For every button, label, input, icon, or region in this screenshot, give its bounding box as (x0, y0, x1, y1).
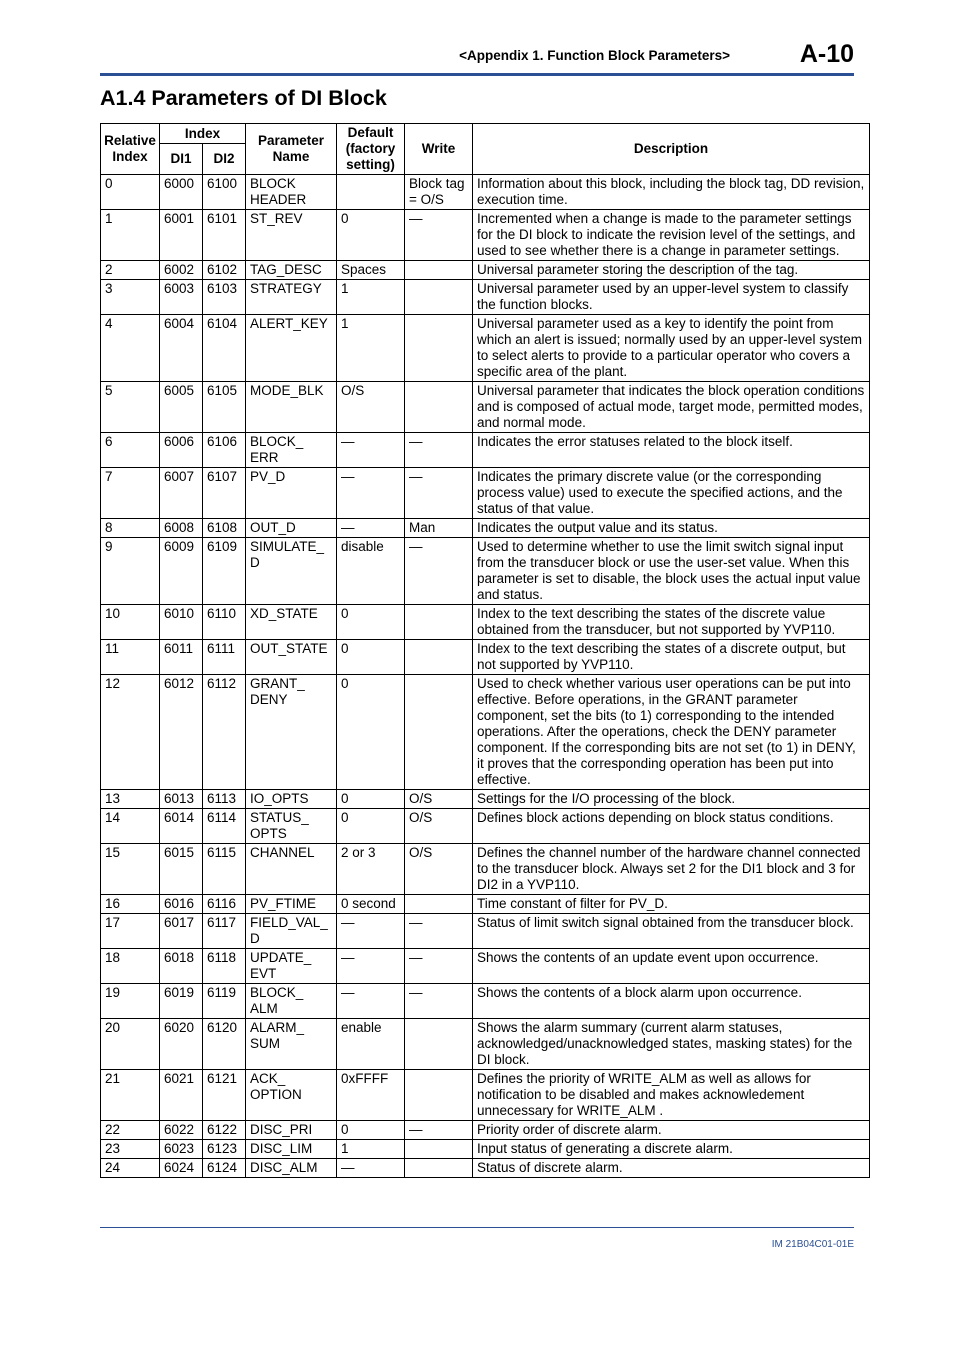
description-cell: Settings for the I/O processing of the block. (473, 790, 870, 809)
parameters-table (100, 123, 870, 1178)
default-value-cell: Spaces (337, 261, 405, 280)
table-row (101, 538, 870, 605)
relative-index-cell: 21 (101, 1070, 160, 1121)
default-value-cell: 0 (337, 809, 405, 844)
di2-index-cell: 6123 (203, 1140, 246, 1159)
di1-index-cell: 6009 (160, 538, 203, 605)
default-value-cell: 1 (337, 315, 405, 382)
di1-index-cell: 6006 (160, 433, 203, 468)
parameter-name-cell: BLOCK HEADER (246, 175, 337, 210)
di2-index-cell: 6109 (203, 538, 246, 605)
write-mode-cell (405, 261, 473, 280)
header-rule (100, 73, 854, 76)
di1-index-cell: 6022 (160, 1121, 203, 1140)
table-row (101, 895, 870, 914)
table-row (101, 433, 870, 468)
description-cell: Used to determine whether to use the limit switch signal input from the transducer block or use the user-set value. When this parameter is set to disable, the block uses the actual input value and status. (473, 538, 870, 605)
relative-index-cell: 15 (101, 844, 160, 895)
description-cell: Indicates the output value and its status. (473, 519, 870, 538)
relative-index-cell: 3 (101, 280, 160, 315)
table-row (101, 809, 870, 844)
description-cell: Universal parameter storing the description of the tag. (473, 261, 870, 280)
di1-index-cell: 6002 (160, 261, 203, 280)
relative-index-cell: 12 (101, 675, 160, 790)
description-cell: Incremented when a change is made to the parameter settings for the DI block to indicate the revision level of the settings, and used to see whether there is a change in parameter settings. (473, 210, 870, 261)
di2-index-cell: 6114 (203, 809, 246, 844)
di1-index-cell: 6015 (160, 844, 203, 895)
default-value-cell: enable (337, 1019, 405, 1070)
di2-index-cell: 6113 (203, 790, 246, 809)
default-value-cell: 0 (337, 605, 405, 640)
di1-index-cell: 6021 (160, 1070, 203, 1121)
description-cell: Index to the text describing the states of a discrete output, but not supported by YVP110. (473, 640, 870, 675)
description-cell: Shows the contents of a block alarm upon occurrence. (473, 984, 870, 1019)
parameter-name-cell: ALERT_KEY (246, 315, 337, 382)
di2-index-cell: 6111 (203, 640, 246, 675)
write-mode-cell: — (405, 210, 473, 261)
relative-index-cell: 5 (101, 382, 160, 433)
description-cell: Status of discrete alarm. (473, 1159, 870, 1178)
relative-index-cell: 20 (101, 1019, 160, 1070)
di2-index-cell: 6120 (203, 1019, 246, 1070)
relative-index-cell: 16 (101, 895, 160, 914)
relative-index-cell: 14 (101, 809, 160, 844)
di1-index-cell: 6023 (160, 1140, 203, 1159)
write-mode-cell (405, 895, 473, 914)
table-row (101, 675, 870, 790)
header-parameter-name: Parameter Name (246, 124, 337, 175)
relative-index-cell: 4 (101, 315, 160, 382)
write-mode-cell: O/S (405, 844, 473, 895)
relative-index-cell: 11 (101, 640, 160, 675)
write-mode-cell: — (405, 949, 473, 984)
write-mode-cell (405, 315, 473, 382)
table-row (101, 984, 870, 1019)
di1-index-cell: 6019 (160, 984, 203, 1019)
description-cell: Status of limit switch signal obtained from the transducer block. (473, 914, 870, 949)
default-value-cell: O/S (337, 382, 405, 433)
di1-index-cell: 6024 (160, 1159, 203, 1178)
default-value-cell: — (337, 949, 405, 984)
table-row (101, 1140, 870, 1159)
header-di1: DI1 (160, 144, 203, 175)
default-value-cell: — (337, 519, 405, 538)
table-row (101, 175, 870, 210)
document-id: IM 21B04C01-01E (771, 1239, 854, 1250)
relative-index-cell: 2 (101, 261, 160, 280)
table-row (101, 210, 870, 261)
parameter-name-cell: ALARM_ SUM (246, 1019, 337, 1070)
di2-index-cell: 6118 (203, 949, 246, 984)
write-mode-cell: — (405, 538, 473, 605)
relative-index-cell: 22 (101, 1121, 160, 1140)
di2-index-cell: 6107 (203, 468, 246, 519)
header-description: Description (473, 124, 870, 175)
table-row (101, 261, 870, 280)
default-value-cell: 2 or 3 (337, 844, 405, 895)
description-cell: Shows the alarm summary (current alarm statuses, acknowledged/unacknowledged states, masking states) for the DI block. (473, 1019, 870, 1070)
di1-index-cell: 6014 (160, 809, 203, 844)
footer-rule (100, 1227, 854, 1228)
table-row (101, 468, 870, 519)
header-relative-index: Relative Index (101, 124, 160, 175)
parameter-name-cell: STRATEGY (246, 280, 337, 315)
write-mode-cell: Man (405, 519, 473, 538)
parameter-name-cell: DISC_PRI (246, 1121, 337, 1140)
di2-index-cell: 6121 (203, 1070, 246, 1121)
relative-index-cell: 24 (101, 1159, 160, 1178)
default-value-cell: — (337, 984, 405, 1019)
relative-index-cell: 8 (101, 519, 160, 538)
relative-index-cell: 19 (101, 984, 160, 1019)
description-cell: Universal parameter used by an upper-level system to classify the function blocks. (473, 280, 870, 315)
default-value-cell: 0 (337, 210, 405, 261)
section-title: A1.4 Parameters of DI Block (100, 86, 387, 110)
di1-index-cell: 6004 (160, 315, 203, 382)
default-value-cell: 0xFFFF (337, 1070, 405, 1121)
parameter-name-cell: DISC_ALM (246, 1159, 337, 1178)
table-row (101, 949, 870, 984)
relative-index-cell: 6 (101, 433, 160, 468)
description-cell: Information about this block, including the block tag, DD revision, execution time. (473, 175, 870, 210)
default-value-cell: 1 (337, 280, 405, 315)
description-cell: Used to check whether various user operations can be put into effective. Before operations, in the GRANT parameter component, set the bits (to 1) corresponding to the intended operations. After the operations, check the DENY parameter component. If the corresponding bits are not set (to 1) in DENY, it proves that the corresponding operation has been put into effective. (473, 675, 870, 790)
relative-index-cell: 10 (101, 605, 160, 640)
table-row (101, 315, 870, 382)
relative-index-cell: 23 (101, 1140, 160, 1159)
di2-index-cell: 6117 (203, 914, 246, 949)
description-cell: Indicates the primary discrete value (or the corresponding process value) used to execute the specified actions, and the status of that value. (473, 468, 870, 519)
table-row (101, 844, 870, 895)
parameter-name-cell: MODE_BLK (246, 382, 337, 433)
di1-index-cell: 6017 (160, 914, 203, 949)
di1-index-cell: 6013 (160, 790, 203, 809)
table-row (101, 519, 870, 538)
parameter-name-cell: BLOCK_ ERR (246, 433, 337, 468)
header-di2: DI2 (203, 144, 246, 175)
di1-index-cell: 6001 (160, 210, 203, 261)
description-cell: Time constant of filter for PV_D. (473, 895, 870, 914)
table-row (101, 1121, 870, 1140)
parameter-name-cell: FIELD_VAL_ D (246, 914, 337, 949)
write-mode-cell (405, 280, 473, 315)
di1-index-cell: 6007 (160, 468, 203, 519)
description-cell: Defines block actions depending on block status conditions. (473, 809, 870, 844)
table-row (101, 914, 870, 949)
di2-index-cell: 6106 (203, 433, 246, 468)
di2-index-cell: 6101 (203, 210, 246, 261)
table-row (101, 1019, 870, 1070)
di2-index-cell: 6115 (203, 844, 246, 895)
di2-index-cell: 6105 (203, 382, 246, 433)
parameter-name-cell: DISC_LIM (246, 1140, 337, 1159)
di2-index-cell: 6116 (203, 895, 246, 914)
write-mode-cell (405, 1019, 473, 1070)
parameter-name-cell: XD_STATE (246, 605, 337, 640)
relative-index-cell: 9 (101, 538, 160, 605)
write-mode-cell: O/S (405, 809, 473, 844)
default-value-cell: — (337, 1159, 405, 1178)
parameter-name-cell: ST_REV (246, 210, 337, 261)
di1-index-cell: 6020 (160, 1019, 203, 1070)
di2-index-cell: 6100 (203, 175, 246, 210)
write-mode-cell (405, 1159, 473, 1178)
header-write: Write (405, 124, 473, 175)
di2-index-cell: 6104 (203, 315, 246, 382)
parameter-name-cell: ACK_ OPTION (246, 1070, 337, 1121)
parameter-name-cell: OUT_D (246, 519, 337, 538)
write-mode-cell: — (405, 433, 473, 468)
di1-index-cell: 6000 (160, 175, 203, 210)
relative-index-cell: 17 (101, 914, 160, 949)
di2-index-cell: 6103 (203, 280, 246, 315)
description-cell: Universal parameter used as a key to identify the point from which an alert is issued; normally used by an upper-level system to select alerts to provide to a particular operator who covers a specific area of the plant. (473, 315, 870, 382)
default-value-cell: disable (337, 538, 405, 605)
page-number: A-10 (799, 40, 854, 68)
di2-index-cell: 6122 (203, 1121, 246, 1140)
di2-index-cell: 6124 (203, 1159, 246, 1178)
description-cell: Universal parameter that indicates the block operation conditions and is composed of actual mode, target mode, permitted modes, and normal mode. (473, 382, 870, 433)
parameter-name-cell: PV_FTIME (246, 895, 337, 914)
default-value-cell: — (337, 433, 405, 468)
default-value-cell: 0 (337, 640, 405, 675)
description-cell: Defines the priority of WRITE_ALM as well as allows for notification to be disabled and makes acknowledement unnecessary for WRITE_ALM . (473, 1070, 870, 1121)
parameter-name-cell: OUT_STATE (246, 640, 337, 675)
table-row (101, 640, 870, 675)
write-mode-cell: — (405, 1121, 473, 1140)
header-default: Default (factory setting) (337, 124, 405, 175)
description-cell: Defines the channel number of the hardware channel connected to the transducer block. Always set 2 for the DI1 block and 3 for DI2 in a YVP110. (473, 844, 870, 895)
relative-index-cell: 7 (101, 468, 160, 519)
write-mode-cell (405, 675, 473, 790)
di2-index-cell: 6119 (203, 984, 246, 1019)
default-value-cell: — (337, 468, 405, 519)
relative-index-cell: 1 (101, 210, 160, 261)
di1-index-cell: 6010 (160, 605, 203, 640)
di2-index-cell: 6108 (203, 519, 246, 538)
description-cell: Indicates the error statuses related to the block itself. (473, 433, 870, 468)
default-value-cell: 0 (337, 675, 405, 790)
write-mode-cell: O/S (405, 790, 473, 809)
running-header: <Appendix 1. Function Block Parameters> (459, 48, 730, 63)
write-mode-cell (405, 1140, 473, 1159)
write-mode-cell: — (405, 468, 473, 519)
header-index: Index (160, 124, 246, 144)
parameter-name-cell: SIMULATE_ D (246, 538, 337, 605)
description-cell: Input status of generating a discrete alarm. (473, 1140, 870, 1159)
table-row (101, 1159, 870, 1178)
table-row (101, 382, 870, 433)
di1-index-cell: 6016 (160, 895, 203, 914)
parameter-name-cell: PV_D (246, 468, 337, 519)
di1-index-cell: 6005 (160, 382, 203, 433)
write-mode-cell: — (405, 984, 473, 1019)
di1-index-cell: 6003 (160, 280, 203, 315)
default-value-cell: 0 second (337, 895, 405, 914)
di1-index-cell: 6008 (160, 519, 203, 538)
relative-index-cell: 0 (101, 175, 160, 210)
di1-index-cell: 6012 (160, 675, 203, 790)
default-value-cell: 0 (337, 1121, 405, 1140)
relative-index-cell: 13 (101, 790, 160, 809)
default-value-cell: 1 (337, 1140, 405, 1159)
di2-index-cell: 6112 (203, 675, 246, 790)
table-row (101, 605, 870, 640)
write-mode-cell (405, 382, 473, 433)
parameter-name-cell: STATUS_ OPTS (246, 809, 337, 844)
description-cell: Shows the contents of an update event upon occurrence. (473, 949, 870, 984)
write-mode-cell (405, 1070, 473, 1121)
write-mode-cell: — (405, 914, 473, 949)
table-row (101, 280, 870, 315)
di2-index-cell: 6110 (203, 605, 246, 640)
parameter-name-cell: CHANNEL (246, 844, 337, 895)
default-value-cell (337, 175, 405, 210)
write-mode-cell (405, 640, 473, 675)
table-row (101, 790, 870, 809)
description-cell: Index to the text describing the states of the discrete value obtained from the transducer, but not supported by YVP110. (473, 605, 870, 640)
parameter-name-cell: UPDATE_ EVT (246, 949, 337, 984)
write-mode-cell: Block tag = O/S (405, 175, 473, 210)
di1-index-cell: 6018 (160, 949, 203, 984)
default-value-cell: 0 (337, 790, 405, 809)
description-cell: Priority order of discrete alarm. (473, 1121, 870, 1140)
relative-index-cell: 18 (101, 949, 160, 984)
parameter-name-cell: IO_OPTS (246, 790, 337, 809)
parameter-name-cell: GRANT_ DENY (246, 675, 337, 790)
di2-index-cell: 6102 (203, 261, 246, 280)
di1-index-cell: 6011 (160, 640, 203, 675)
table-row (101, 1070, 870, 1121)
parameter-name-cell: TAG_DESC (246, 261, 337, 280)
parameter-name-cell: BLOCK_ ALM (246, 984, 337, 1019)
default-value-cell: — (337, 914, 405, 949)
write-mode-cell (405, 605, 473, 640)
